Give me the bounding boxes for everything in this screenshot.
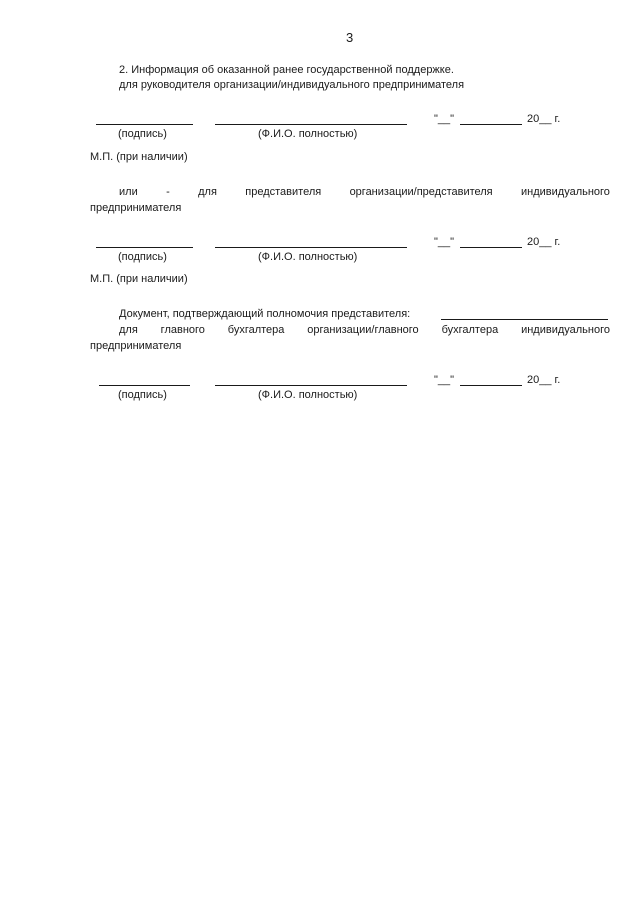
accountant-heading-word: индивидуального	[521, 324, 610, 336]
head-fio-line[interactable]	[215, 124, 407, 125]
accountant-fio-caption: (Ф.И.О. полностью)	[258, 389, 358, 401]
page-number: 3	[346, 30, 354, 45]
head-stamp-note: М.П. (при наличии)	[90, 151, 188, 163]
representative-date-quote: "__"	[434, 236, 455, 248]
representative-heading-cont: предпринимателя	[90, 202, 182, 214]
accountant-heading-word: организации/главного	[307, 324, 419, 336]
representative-fio-line[interactable]	[215, 247, 407, 248]
accountant-heading-word: бухгалтера	[227, 324, 285, 336]
accountant-heading	[119, 324, 610, 337]
head-signature-caption: (подпись)	[118, 128, 167, 140]
accountant-date-year: 20__ г.	[527, 374, 561, 386]
authority-doc-label: Документ, подтверждающий полномочия представителя:	[119, 308, 411, 320]
head-date-year: 20__ г.	[527, 113, 561, 125]
representative-heading-word: представителя	[245, 186, 322, 198]
representative-date-year: 20__ г.	[527, 236, 561, 248]
accountant-heading-word: бухгалтера	[441, 324, 499, 336]
representative-heading-word: для	[198, 186, 217, 198]
representative-signature-caption: (подпись)	[118, 251, 167, 263]
authority-doc-line[interactable]	[441, 319, 608, 320]
representative-heading	[119, 186, 610, 199]
head-signature-line[interactable]	[96, 124, 193, 125]
accountant-signature-caption: (подпись)	[118, 389, 167, 401]
accountant-date-line[interactable]	[460, 385, 522, 386]
accountant-heading-word: главного	[160, 324, 205, 336]
head-date-line[interactable]	[460, 124, 522, 125]
representative-heading-word: организации/представителя	[349, 186, 493, 198]
accountant-fio-line[interactable]	[215, 385, 407, 386]
accountant-heading-cont: предпринимателя	[90, 340, 182, 352]
accountant-signature-line[interactable]	[99, 385, 190, 386]
representative-heading-word: или	[119, 186, 138, 198]
accountant-heading-word: для	[119, 324, 138, 336]
representative-stamp-note: М.П. (при наличии)	[90, 273, 188, 285]
head-fio-caption: (Ф.И.О. полностью)	[258, 128, 358, 140]
representative-heading-word: -	[166, 186, 170, 198]
head-date-quote: "__"	[434, 113, 455, 125]
representative-date-line[interactable]	[460, 247, 522, 248]
accountant-date-quote: "__"	[434, 374, 455, 386]
head-heading: для руководителя организации/индивидуального предпринимателя	[119, 79, 465, 91]
representative-fio-caption: (Ф.И.О. полностью)	[258, 251, 358, 263]
representative-signature-line[interactable]	[96, 247, 193, 248]
representative-heading-word: индивидуального	[521, 186, 610, 198]
section-title: 2. Информация об оказанной ранее государственной поддержке.	[119, 64, 454, 76]
